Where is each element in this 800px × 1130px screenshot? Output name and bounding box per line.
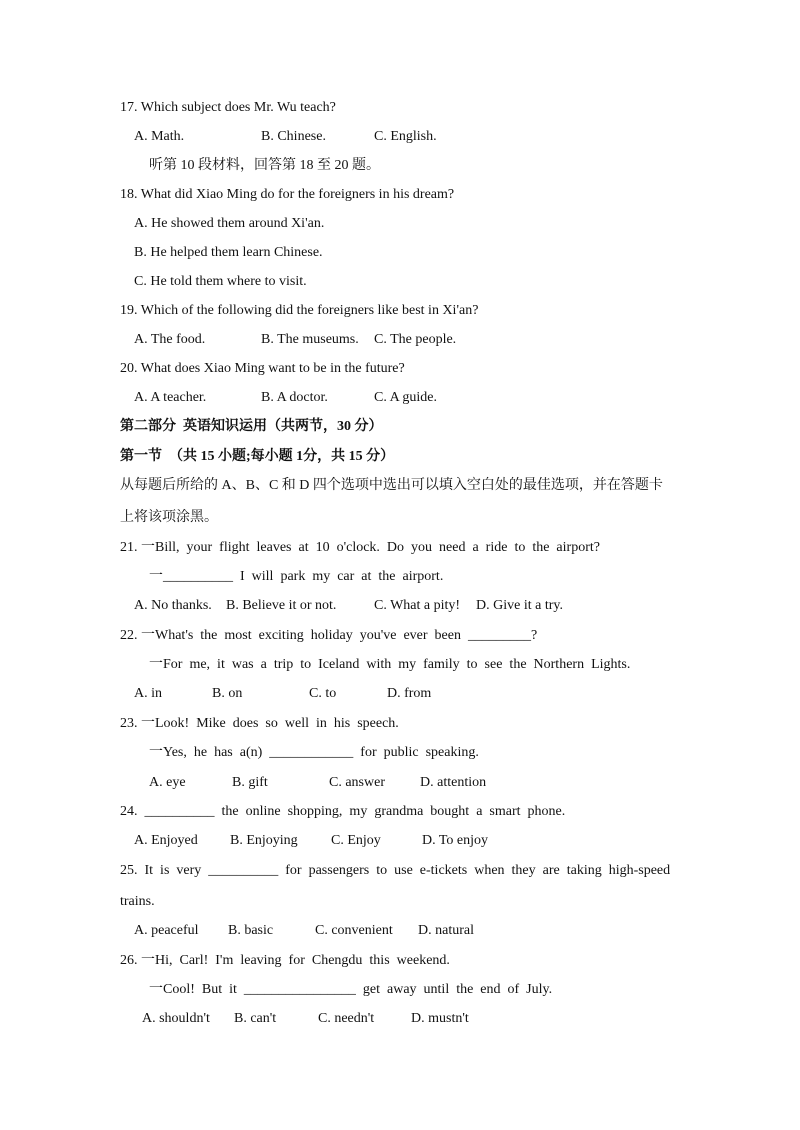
q22-option-d: D. from bbox=[387, 686, 432, 701]
q26-option-a: A. shouldn't bbox=[142, 1011, 210, 1026]
q22-option-a: A. in bbox=[134, 686, 162, 701]
question-18-stem: 18. What did Xiao Ming do for the foreigners in his dream? bbox=[120, 187, 455, 202]
q23-option-c: C. answer bbox=[329, 775, 385, 790]
q21-option-b: B. Believe it or not. bbox=[226, 598, 337, 613]
q19-option-a: A. The food. bbox=[134, 332, 206, 347]
q26-option-d: D. mustn't bbox=[411, 1011, 469, 1026]
question-21-line-1: 21. 一Bill, your flight leaves at 10 o'clock. Do you need a ride to the airport? bbox=[120, 540, 600, 555]
q20-option-a: A. A teacher. bbox=[134, 390, 207, 405]
listening-instruction-18-20: 听第 10 段材料，回答第 18 至 20 题。 bbox=[149, 158, 380, 173]
question-26-line-2: 一Cool! But it ________________ get away until the end of July. bbox=[149, 982, 553, 997]
question-25-line-2: trains. bbox=[120, 894, 155, 909]
q25-option-c: C. convenient bbox=[315, 923, 393, 938]
question-24-line-1: 24. __________ the online shopping, my grandma bought a smart phone. bbox=[120, 804, 566, 819]
q23-option-a: A. eye bbox=[149, 775, 186, 790]
q24-option-a: A. Enjoyed bbox=[134, 833, 198, 848]
q22-option-c: C. to bbox=[309, 686, 337, 701]
part-2-heading: 第二部分 英语知识运用（共两节，30 分） bbox=[120, 419, 383, 434]
question-19-stem: 19. Which of the following did the foreigners like best in Xi'an? bbox=[120, 303, 479, 318]
q21-option-c: C. What a pity! bbox=[374, 598, 461, 613]
q26-option-c: C. needn't bbox=[318, 1011, 375, 1026]
q23-option-b: B. gift bbox=[232, 775, 268, 790]
question-20-stem: 20. What does Xiao Ming want to be in the future? bbox=[120, 361, 405, 376]
question-26-line-1: 26. 一Hi, Carl! I'm leaving for Chengdu this weekend. bbox=[120, 953, 450, 968]
q18-option-c: C. He told them where to visit. bbox=[134, 274, 307, 289]
q17-option-b: B. Chinese. bbox=[261, 129, 326, 144]
q24-option-c: C. Enjoy bbox=[331, 833, 381, 848]
q25-option-a: A. peaceful bbox=[134, 923, 199, 938]
q22-option-b: B. on bbox=[212, 686, 243, 701]
section-1-heading: 第一节 （共 15 小题;每小题 1分，共 15 分） bbox=[120, 449, 395, 464]
q19-option-b: B. The museums. bbox=[261, 332, 359, 347]
q20-option-b: B. A doctor. bbox=[261, 390, 328, 405]
q17-option-a: A. Math. bbox=[134, 129, 185, 144]
q24-option-d: D. To enjoy bbox=[422, 833, 489, 848]
q24-option-b: B. Enjoying bbox=[230, 833, 298, 848]
question-23-line-2: 一Yes, he has a(n) ____________ for public speaking. bbox=[149, 745, 479, 760]
q17-option-c: C. English. bbox=[374, 129, 437, 144]
q20-option-c: C. A guide. bbox=[374, 390, 438, 405]
q19-option-c: C. The people. bbox=[374, 332, 457, 347]
question-17-stem: 17. Which subject does Mr. Wu teach? bbox=[120, 100, 336, 115]
q23-option-d: D. attention bbox=[420, 775, 487, 790]
question-22-line-2: 一For me, it was a trip to Iceland with my family to see the Northern Lights. bbox=[149, 657, 631, 672]
section-1-instruction-line-1: 从每题后所给的 A、B、C 和 D 四个选项中选出可以填入空白处的最佳选项，并在答题卡 bbox=[120, 478, 663, 493]
question-25-line-1: 25. It is very __________ for passengers to use e-tickets when they are taking high-speed bbox=[120, 863, 671, 878]
section-1-instruction-line-2: 上将该项涂黑。 bbox=[120, 510, 218, 525]
question-23-line-1: 23. 一Look! Mike does so well in his speech. bbox=[120, 716, 399, 731]
q25-option-b: B. basic bbox=[228, 923, 274, 938]
q25-option-d: D. natural bbox=[418, 923, 474, 938]
q21-option-a: A. No thanks. bbox=[134, 598, 212, 613]
question-22-line-1: 22. 一What's the most exciting holiday you've ever been _________? bbox=[120, 628, 538, 643]
q21-option-d: D. Give it a try. bbox=[476, 598, 563, 613]
q18-option-a: A. He showed them around Xi'an. bbox=[134, 216, 325, 231]
question-21-line-2: 一__________ I will park my car at the airport. bbox=[149, 569, 444, 584]
q18-option-b: B. He helped them learn Chinese. bbox=[134, 245, 323, 260]
q26-option-b: B. can't bbox=[234, 1011, 277, 1026]
